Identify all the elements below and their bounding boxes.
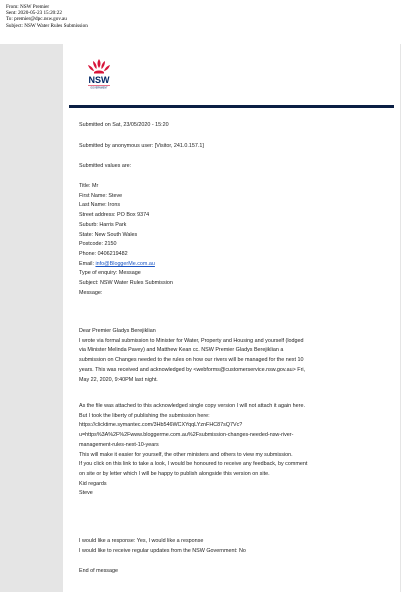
message-paragraph-1 xyxy=(79,327,305,385)
field-list xyxy=(79,182,173,298)
email-subject: Subject: NSW Water Rules Submission xyxy=(6,22,88,29)
message-line: https://clicktime.symantec.com/3Hb546WCXYqqLYznFHC87sQ7Vc? xyxy=(79,422,243,429)
email-frame xyxy=(0,44,401,592)
submitted-values-label: Submitted values are: xyxy=(79,163,132,169)
field-suburb: Suburb: Harris Park xyxy=(79,221,127,228)
message-line: I wrote via formal submission to Minister for Water, Property and Housing and yourself (lodged xyxy=(79,337,304,344)
field-first-name: First Name: Steve xyxy=(79,192,123,199)
email-label: Email: xyxy=(79,260,96,267)
field-title: Title: Mr xyxy=(79,183,99,189)
nsw-government-logo xyxy=(85,58,113,92)
field-state: State: New South Wales xyxy=(79,231,138,238)
header-rule xyxy=(69,105,394,108)
message-line: Kid regards xyxy=(79,480,107,487)
updates-preference: I would like to receive regular updates from the NSW Government: No xyxy=(79,548,246,554)
response-preference: I would like a response: Yes, I would like a response xyxy=(79,538,204,544)
email-header xyxy=(6,4,88,29)
field-subject: Subject: NSW Water Rules Submission xyxy=(79,280,173,287)
field-message-label: Message: xyxy=(79,289,103,296)
message-line: submission on Changes needed to the rules on how our rivers will be managed for the next 10 xyxy=(79,357,304,364)
field-enquiry: Type of enquiry: Message xyxy=(79,270,141,277)
logo-text: NSW xyxy=(88,75,110,85)
email-link[interactable]: info@BloggerMe.com.au xyxy=(95,260,155,267)
submitted-on: Submitted on Sat, 23/05/2020 - 15:20 xyxy=(79,122,169,128)
message-line: If you click on this link to take a look, I would be honoured to receive any feedback, by comment xyxy=(79,461,308,468)
message-line: Steve xyxy=(79,490,93,497)
field-phone: Phone: 0406219482 xyxy=(79,250,128,257)
message-line: This will make it easier for yourself, the other ministers and others to view my submission. xyxy=(79,451,293,458)
message-line: May 22, 2020, 9:40PM last night. xyxy=(79,376,158,383)
field-postcode: Postcode: 2150 xyxy=(79,241,117,248)
message-line: u=https%3A%2F%2Fwww.bloggerme.com.au%2Fsubmission-changes-needed-nsw-river- xyxy=(79,432,294,439)
field-street: Street address: PO Box 9374 xyxy=(79,212,150,219)
submitted-by: Submitted by anonymous user: [Visitor, 241.0.157.1] xyxy=(79,143,204,149)
email-from: From: NSW Premier xyxy=(6,4,50,10)
message-card xyxy=(63,44,400,592)
message-line: via Minister Melinda Pavey) and Matthew Kean cc. NSW Premier Gladys Berejiklian a xyxy=(79,347,284,354)
field-email xyxy=(79,260,173,270)
message-line: management-rules-next-10-years xyxy=(79,441,159,448)
message-line: But I took the liberty of publishing the submission here: xyxy=(79,412,210,419)
message-line: Dear Premier Gladys Berejiklian xyxy=(79,328,156,334)
field-last-name: Last Name: Irons xyxy=(79,202,121,209)
email-to: To: premier@dpc.nsw.gov.au xyxy=(6,16,67,23)
email-sent: Sent: 2020-05-23 15:20:22 xyxy=(6,10,62,17)
end-of-message: End of message xyxy=(79,568,118,574)
message-paragraph-2 xyxy=(79,402,307,499)
message-line: As the file was attached to this acknowledged single copy version I will not attach it again here. xyxy=(79,403,305,409)
logo-subtext: GOVERNMENT xyxy=(90,86,108,90)
message-line: years. This was received and acknowledged by <webforms@customerservice.nsw.gov.au> Fri, xyxy=(79,366,306,373)
message-line: on site or by letter which I will be happy to publish alongside this version on site. xyxy=(79,470,270,477)
